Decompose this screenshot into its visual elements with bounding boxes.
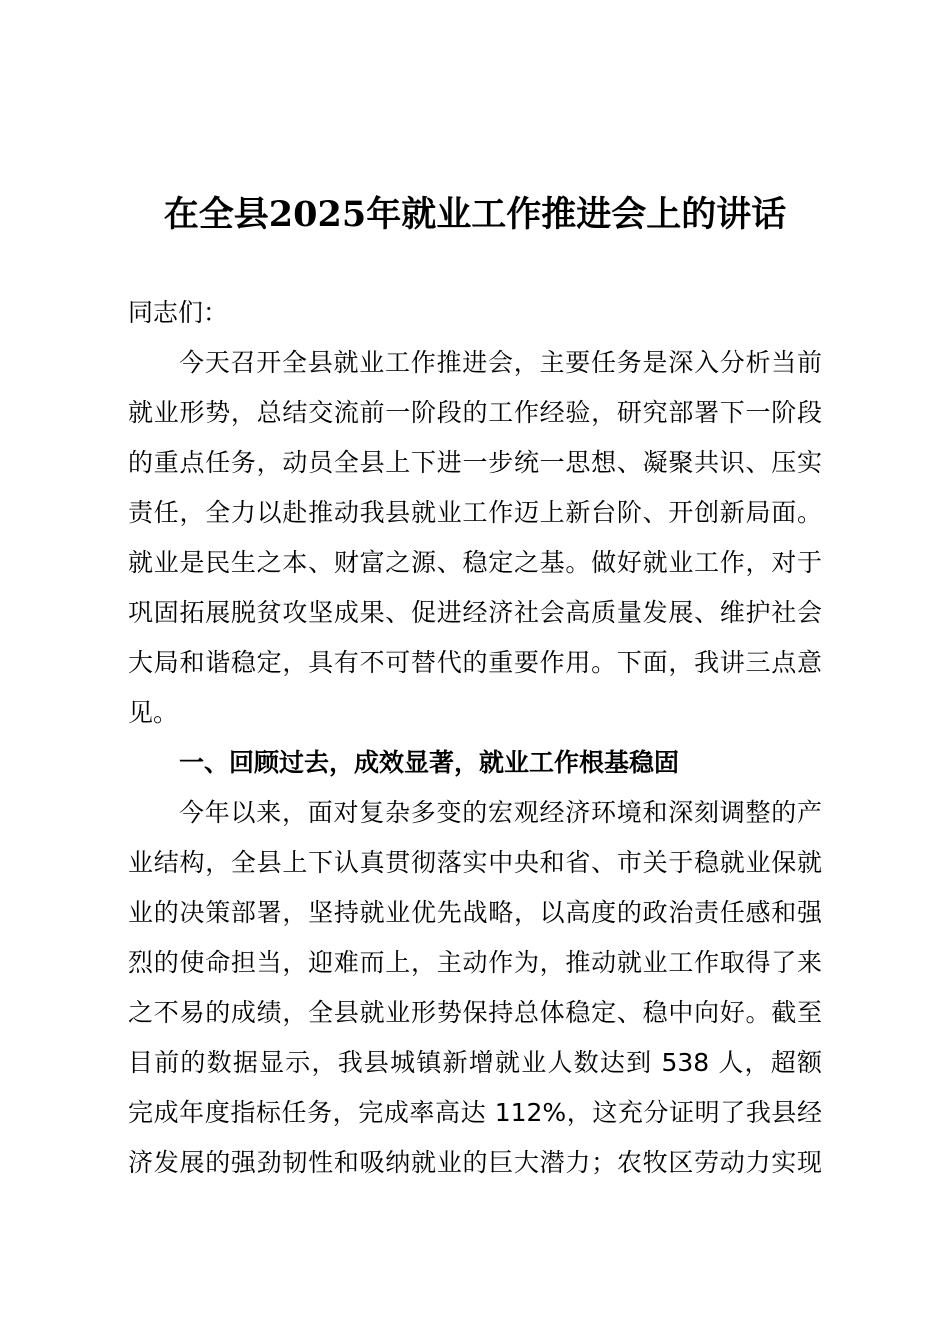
paragraph-line: 今年以来，面对复杂多变的宏观经济环境和深刻调整的产 <box>179 798 822 827</box>
paragraph-line: 责任，全力以赴推动我县就业工作迈上新台阶、开创新局面。 <box>128 498 822 527</box>
document-body <box>128 288 822 1188</box>
paragraph-line: 今天召开全县就业工作推进会，主要任务是深入分析当前 <box>179 348 822 377</box>
paragraph-line: 就业是民生之本、财富之源、稳定之基。做好就业工作，对于 <box>128 548 822 577</box>
paragraph-line: 烈的使命担当，迎难而上，主动作为，推动就业工作取得了来 <box>128 948 822 977</box>
paragraph-line: 完成年度指标任务，完成率高达 112%，这充分证明了我县经 <box>128 1098 822 1127</box>
paragraph-line: 目前的数据显示，我县城镇新增就业人数达到 538 人，超额 <box>128 1048 822 1077</box>
paragraph-line: 就业形势，总结交流前一阶段的工作经验，研究部署下一阶段 <box>128 398 822 427</box>
paragraph-line: 济发展的强劲韧性和吸纳就业的巨大潜力；农牧区劳动力实现 <box>128 1148 822 1177</box>
paragraph-line: 大局和谐稳定，具有不可替代的重要作用。下面，我讲三点意 <box>128 648 822 677</box>
paragraph-line: 之不易的成绩，全县就业形势保持总体稳定、稳中向好。截至 <box>128 998 822 1027</box>
salutation: 同志们： <box>128 298 229 327</box>
section-heading: 一、回顾过去，成效显著，就业工作根基稳固 <box>179 748 680 777</box>
paragraph-intro <box>128 338 822 738</box>
paragraph-line: 业的决策部署，坚持就业优先战略，以高度的政治责任感和强 <box>128 898 822 927</box>
paragraph-line: 巩固拓展脱贫攻坚成果、促进经济社会高质量发展、维护社会 <box>128 598 822 627</box>
paragraph-line: 见。 <box>128 698 179 727</box>
paragraph-review <box>128 788 822 1188</box>
paragraph-line: 业结构，全县上下认真贯彻落实中央和省、市关于稳就业保就 <box>128 848 822 877</box>
paragraph-line: 的重点任务，动员全县上下进一步统一思想、凝聚共识、压实 <box>128 448 822 477</box>
document-title: 在全县2025年就业工作推进会上的讲话 <box>163 194 787 235</box>
